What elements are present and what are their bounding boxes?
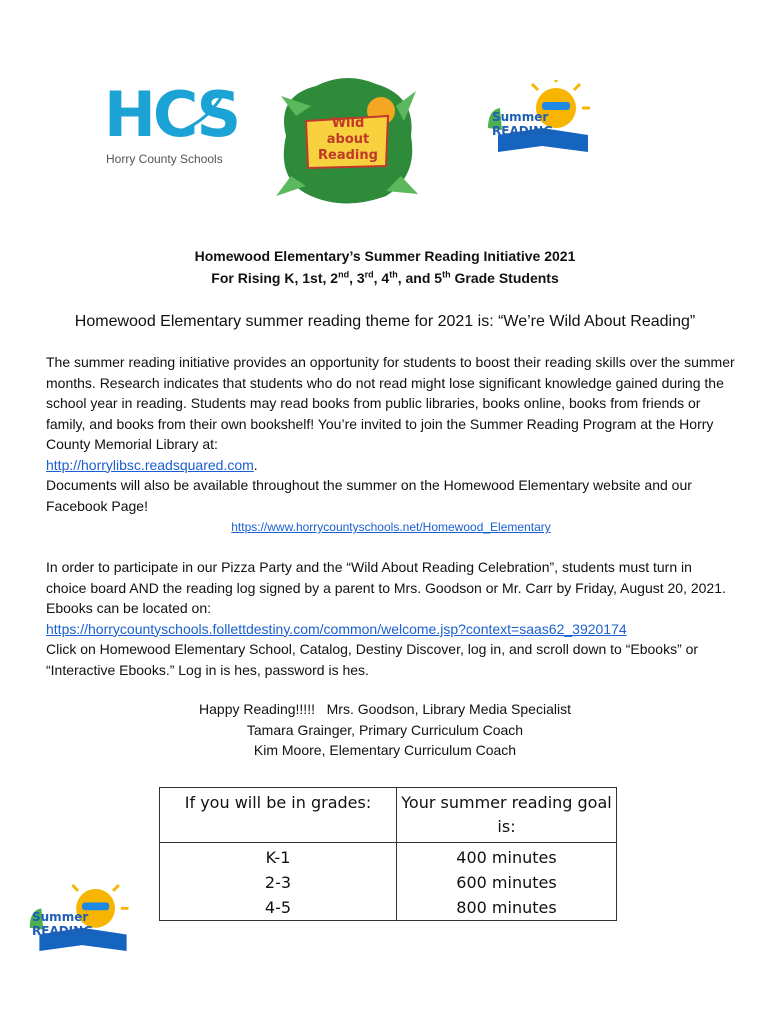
signature-block <box>0 699 770 761</box>
heading-line-1: Homewood Elementary’s Summer Reading Initiative 2021 <box>194 248 576 264</box>
reading-goals-table <box>159 787 617 921</box>
table-header-row <box>160 788 617 843</box>
summer-logo-text: Summer READING <box>32 910 94 938</box>
summer-logo-text: Summer READING <box>492 110 554 138</box>
paragraph-intro: The summer reading initiative provides an opportunity for students to boost their reading skills over the summer months. Research indicates that students who do not read might lose significant knowledge gained during the school year in reading. Students may read books from public libraries, books online, books from friends or family, and books from their own bookshelf! You’re invited to join the Summer Reading Program at the Horry County Memorial Library at: http://horrylibsc.readsquared.com. Documents will also be available throughout the summer on the Homewood Elementary website and our Facebook Page! https://www.horrycountyschools.net/Homewood_Elementary <box>46 354 735 534</box>
documents-text: Documents will also be available throughout the summer on the Homewood Elementary website and our Facebook Page! <box>46 477 692 514</box>
signature-line-3: Kim Moore, Elementary Curriculum Coach <box>253 742 517 758</box>
summer-reading-logo <box>478 80 608 158</box>
wild-logo-text: Wild about Reading <box>318 116 378 163</box>
wild-about-reading-logo <box>276 76 418 206</box>
header-grades: If you will be in grades: <box>160 788 397 843</box>
participation-text: In order to participate in our Pizza Party and the “Wild About Reading Celebration”, students must turn in choice board AND the reading log signed by a parent to Mrs. Goodson or Mr. Carr by Friday, August 20, 2021. Ebooks can be located on: <box>46 559 726 616</box>
grade-cell: K-1 <box>160 843 397 871</box>
goal-cell: 400 minutes <box>397 843 617 871</box>
heading-line-2: For Rising K, 1st, 2nd, 3rd, 4th, and 5th Grade Students <box>211 269 559 286</box>
paragraph-participation <box>46 557 736 680</box>
header-goal: Your summer reading goal is: <box>397 788 617 843</box>
hcs-logo-name: Horry County Schools <box>106 152 223 166</box>
table-row <box>160 870 617 895</box>
table-row <box>160 843 617 871</box>
signature-line-1: Happy Reading!!!!! Mrs. Goodson, Library Media Specialist <box>199 701 571 717</box>
grade-cell: 2-3 <box>160 870 397 895</box>
hcs-swoosh-icon <box>176 92 224 142</box>
summer-reading-logo-bottom <box>20 880 146 958</box>
table-row <box>160 895 617 921</box>
library-link[interactable]: http://horrylibsc.readsquared.com <box>46 456 254 473</box>
hcs-logo <box>104 78 239 172</box>
goal-cell: 600 minutes <box>397 870 617 895</box>
goal-cell: 800 minutes <box>397 895 617 921</box>
school-website-link[interactable]: https://www.horrycountyschools.net/Homewood_Elementary <box>231 520 551 534</box>
ebook-instructions: Click on Homewood Elementary School, Catalog, Destiny Discover, log in, and scroll down to “Ebooks” or “Interactive Ebooks.” Log in is hes, password is hes. <box>46 641 699 678</box>
hcs-logo-letters: HCS <box>104 78 239 151</box>
intro-text: The summer reading initiative provides an opportunity for students to boost their reading skills over the summer months. Research indicates that students who do not read might lose significant knowledge gained during the school year in reading. Students may read books from public libraries, books online, books from friends or family, and books from their own bookshelf! You’re invited to join the Summer Reading Program at the Horry County Memorial Library at: <box>46 354 735 452</box>
signature-line-2: Tamara Grainger, Primary Curriculum Coach <box>246 721 524 738</box>
theme-statement: Homewood Elementary summer reading theme for 2021 is: “We’re Wild About Reading” <box>74 313 696 330</box>
grade-cell: 4-5 <box>160 895 397 921</box>
ebook-link[interactable]: https://horrycountyschools.follettdestiny.com/common/welcome.jsp?context=saas62_3920174 <box>46 620 627 637</box>
